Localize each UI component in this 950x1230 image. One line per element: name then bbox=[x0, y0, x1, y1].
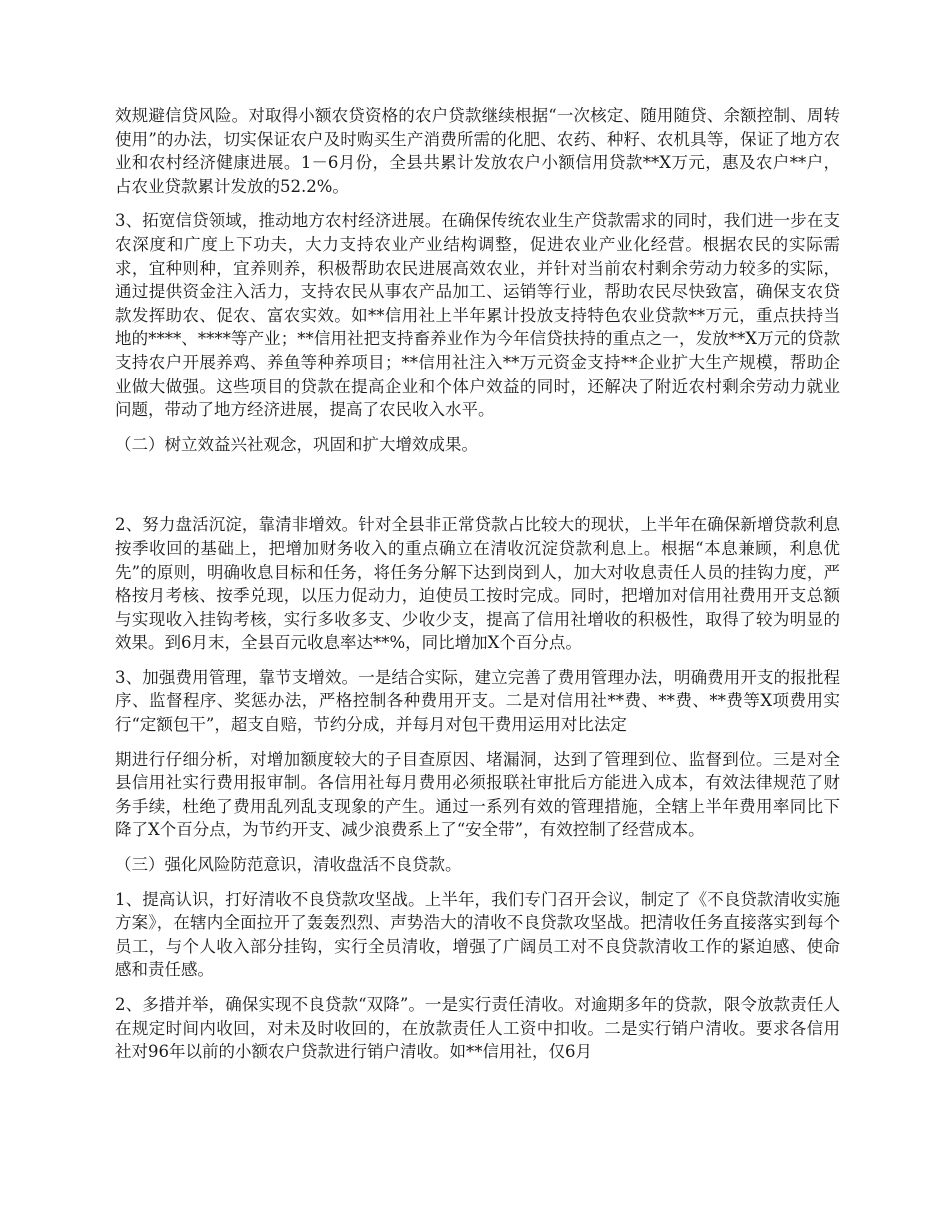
document-body bbox=[115, 104, 840, 1075]
paragraph-double-reduction: 2、多措并举，确保实现不良贷款“双降”。一是实行责任清收。对逾期多年的贷款，限令放款责任人在规定时间内收回，对未及时收回的，在放款责任人工资中扣收。二是实行销户清收。要求各信用社对96年以前的小额农户贷款进行销户清收。如**信用社，仅6月 bbox=[115, 995, 840, 1062]
paragraph-credit-risk: 效规避信贷风险。对取得小额农贷资格的农户贷款继续根据“一次核定、随用随贷、余额控制、周转使用”的办法，切实保证农户及时购买生产消费所需的化肥、农药、种籽、农机具等，保证了地方农业和农村经济健康进展。1－6月份，全县共累计发放农户小额信用贷款**X万元，惠及农户**户，占农业贷款累计发放的52.2%。 bbox=[115, 106, 840, 196]
section-heading-risk: （三）强化风险防范意识，清收盘活不良贷款。 bbox=[115, 855, 462, 875]
paragraph-expand-credit: 3、拓宽信贷领域，推动地方农村经济进展。在确保传统农业生产贷款需求的同时，我们进一步在支农深度和广度上下功夫，大力支持农业产业结构调整，促进农业产业化经营。根据农民的实际需求，宜种则种，宜养则养，积极帮助农民进展高效农业，并针对当前农村剩余劳动力较多的实际，通过提供资金注入活力，支持农民从事农产品加工、运销等行业，帮助农民尽快致富，确保支农贷款发挥助农、促农、富农实效。如**信用社上半年累计投放支持特色农业贷款**万元，重点扶持当地的****、****等产业；**信用社把支持畜养业作为今年信贷扶持的重点之一，发放**X万元的贷款支持农户开展养鸡、养鱼等种养项目；**信用社注入**万元资金支持**企业扩大生产规模，帮助企业做大做强。这些项目的贷款在提高企业和个体户效益的同时，还解决了附近农村剩余劳动力就业问题，带动了地方经济进展，提高了农民收入水平。 bbox=[115, 211, 840, 420]
paragraph-expense-analysis: 期进行仔细分析，对增加额度较大的子目查原因、堵漏洞，达到了管理到位、监督到位。三是对全县信用社实行费用报审制。各信用社每月费用必须报联社审批后方能进入成本，有效法律规范了财务手续，杜绝了费用乱列乱支现象的产生。通过一系列有效的管理措施，全辖上半年费用率同比下降了X个百分点，为节约开支、减少浪费系上了“安全带”，有效控制了经营成本。 bbox=[115, 749, 840, 840]
section-heading-benefit: （二）树立效益兴社观念，巩固和扩大增效成果。 bbox=[115, 434, 478, 454]
paragraph-revitalize-deposits: 2、努力盘活沉淀，靠清非增效。针对全县非正常贷款占比较大的现状，上半年在确保新增贷款利息按季收回的基础上，把增加财务收入的重点确立在清收沉淀贷款利息上。根据“本息兼顾，利息优先”的原则，明确收息目标和任务，将任务分解下达到岗到人，加大对收息责任人员的挂钩力度，严格按月考核、按季兑现，以压力促动力，迫使员工按时完成。同时，把增加对信用社费用开支总额与实现收入挂钩考核，实行多收多支、少收少支，提高了信用社增收的积极性，取得了较为明显的效果。到6月末，全县百元收息率达**%，同比增加X个百分点。 bbox=[115, 515, 840, 653]
paragraph-collection-campaign: 1、提高认识，打好清收不良贷款攻坚战。上半年，我们专门召开会议，制定了《不良贷款清收实施方案》，在辖内全面拉开了轰轰烈烈、声势浩大的清收不良贷款攻坚战。把清收任务直接落实到每个员工，与个人收入部分挂钩，实行全员清收，增强了广阔员工对不良贷款清收工作的紧迫感、使命感和责任感。 bbox=[115, 889, 840, 980]
blank-gap bbox=[115, 467, 840, 513]
paragraph-expense-management: 3、加强费用管理，靠节支增效。一是结合实际，建立完善了费用管理办法，明确费用开支的报批程序、监督程序、奖惩办法，严格控制各种费用开支。二是对信用社**费、**费、**费等X项费用实行“定额包干”，超支自赔，节约分成，并每月对包干费用运用对比法定 bbox=[115, 667, 840, 735]
